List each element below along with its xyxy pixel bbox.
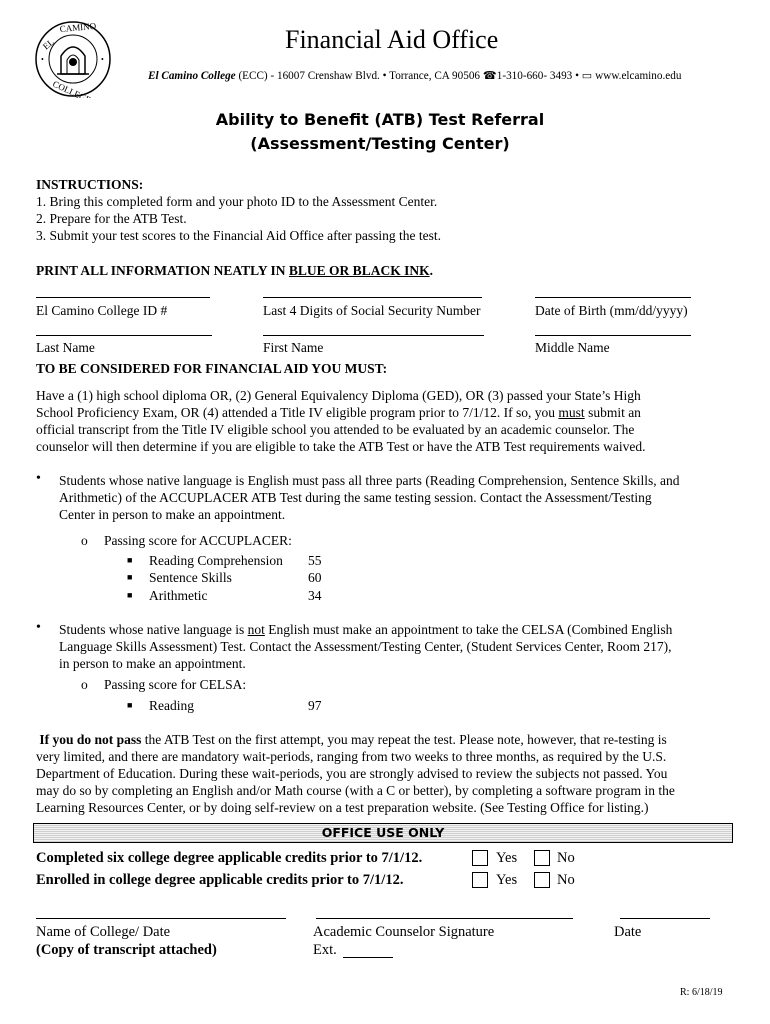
yes-label: Yes — [496, 850, 518, 866]
date-field[interactable] — [620, 918, 710, 919]
score-name: Reading — [149, 698, 194, 713]
retest-paragraph — [36, 731, 675, 816]
college-date-field[interactable] — [36, 918, 286, 919]
retest-line: If you do not pass the ATB Test on the first attempt, you may repeat the test. Please note, however, that re-testing is — [39, 732, 667, 747]
phone: 1-310-660- 3493 — [496, 70, 573, 82]
ssn-field[interactable] — [263, 297, 482, 298]
considered-line: Have a (1) high school diploma OR, (2) General Equivalency Diploma (GED), OR (3) passed your State’s High — [36, 388, 641, 403]
office-question-1: Completed six college degree applicable credits prior to 7/1/12. — [36, 850, 423, 866]
english-paragraph — [59, 472, 680, 523]
square-bullet-icon: ■ — [127, 572, 133, 582]
retest-line: may do so by completing an English and/or Math course (with a C or better), by completing a software program in the — [36, 783, 675, 798]
website[interactable]: www.elcamino.edu — [595, 70, 682, 82]
considered-line: official transcript from the Title IV eligible school you attended to be evaluated by an academic counselor. The — [36, 422, 635, 437]
celsa-heading: Passing score for CELSA: — [104, 677, 247, 692]
bullet-icon: • — [36, 620, 41, 635]
date-label: Date — [614, 924, 642, 940]
considered-heading: TO BE CONSIDERED FOR FINANCIAL AID YOU MUST: — [36, 361, 388, 376]
ext-label: Ext. — [313, 942, 337, 958]
college-seal-logo — [34, 20, 112, 98]
q2-no-checkbox[interactable] — [534, 872, 550, 888]
computer-icon: ▭ — [581, 70, 593, 82]
office-title: Financial Aid Office — [285, 25, 499, 54]
yes-label: Yes — [496, 872, 518, 888]
considered-line: School Proficiency Exam, OR (4) attended a Title IV eligible program prior to 7/1/12. If so, you must submit an — [36, 405, 641, 420]
q1-no-checkbox[interactable] — [534, 850, 550, 866]
office-question-2: Enrolled in college degree applicable credits prior to 7/1/12. — [36, 872, 404, 888]
ext-field[interactable] — [343, 957, 393, 958]
middle-name-label: Middle Name — [535, 340, 610, 355]
svg-text:COLLEGE: COLLEGE — [51, 78, 93, 98]
score-name: Sentence Skills — [149, 570, 232, 585]
considered-paragraph — [36, 387, 645, 455]
transcript-label: (Copy of transcript attached) — [36, 942, 217, 958]
phone-icon: ☎ — [482, 70, 497, 82]
counselor-signature-label: Academic Counselor Signature — [313, 924, 495, 940]
ssn-label: Last 4 Digits of Social Security Number — [263, 303, 481, 318]
score-value: 97 — [308, 698, 322, 713]
instructions — [36, 176, 441, 244]
form-title-line2: (Assessment/Testing Center) — [250, 134, 510, 153]
english-line: Students whose native language is English must pass all three parts (Reading Comprehension, Sentence Skills, and — [59, 473, 680, 488]
form-title-line1: Ability to Benefit (ATB) Test Referral — [215, 110, 545, 129]
bullet-icon: • — [36, 471, 41, 486]
college-date-label: Name of College/ Date — [36, 924, 171, 940]
square-bullet-icon: ■ — [127, 590, 133, 600]
address: (ECC) - 16007 Crenshaw Blvd. • Torrance, CA 90506 — [238, 70, 481, 82]
q1-yes-checkbox[interactable] — [472, 850, 488, 866]
english-line: Center in person to make an appointment. — [59, 507, 286, 522]
retest-line: very limited, and there are mandatory wait-periods, ranging from two weeks to three months, as required by the U.S. — [36, 749, 667, 764]
print-notice-text: PRINT ALL INFORMATION NEATLY IN — [36, 263, 289, 278]
instruction-item: 2. Prepare for the ATB Test. — [36, 211, 187, 226]
no-label: No — [557, 872, 575, 888]
q2-yes-checkbox[interactable] — [472, 872, 488, 888]
nonenglish-line: Language Skills Assessment) Test. Contact the Assessment/Testing Center, (Student Services Center, Room 217), — [59, 639, 672, 654]
svg-text:•: • — [101, 55, 104, 64]
score-value: 55 — [308, 553, 322, 568]
first-name-label: First Name — [263, 340, 324, 355]
circle-bullet-icon: o — [81, 677, 88, 692]
retest-line: Learning Resources Center, or by doing self-review on a test preparation website. (See Testing Office for listing.) — [36, 800, 649, 815]
square-bullet-icon: ■ — [127, 700, 133, 710]
score-name: Reading Comprehension — [149, 553, 283, 568]
english-line: Arithmetic) of the ACCUPLACER ATB Test during the same testing session. Contact the Assessment/Testing — [59, 490, 652, 505]
nonenglish-line: Students whose native language is not English must make an appointment to take the CELSA (Combined English — [59, 622, 673, 637]
accuplacer-heading: Passing score for ACCUPLACER: — [104, 533, 292, 548]
score-value: 34 — [308, 588, 322, 603]
office-use-heading: OFFICE USE ONLY — [321, 825, 445, 840]
id-field[interactable] — [36, 297, 210, 298]
retest-line: Department of Education. During these wait-periods, you are strongly advised to review the subjects not passed. You — [36, 766, 668, 781]
revision-date: R: 6/18/19 — [680, 987, 723, 998]
considered-line: counselor will then determine if you are eligible to take the ATB Test or have the ATB Test requirements waived. — [36, 439, 646, 454]
score-value: 60 — [308, 570, 322, 585]
print-notice-period: . — [429, 263, 433, 278]
nonenglish-paragraph — [59, 621, 672, 672]
id-label: El Camino College ID # — [36, 303, 168, 318]
print-notice-ink: BLUE OR BLACK INK — [288, 263, 430, 278]
middle-name-field[interactable] — [535, 335, 691, 336]
instruction-item: 1. Bring this completed form and your photo ID to the Assessment Center. — [36, 194, 438, 209]
contact-line: El Camino College (ECC) - 16007 Crenshaw Blvd. • Torrance, CA 90506 ☎1-310-660- 3493 • ▭ www.elcamino.edu — [148, 70, 682, 82]
svg-text:•: • — [41, 55, 44, 64]
square-bullet-icon: ■ — [127, 555, 133, 565]
svg-text:CAMINO: CAMINO — [59, 20, 97, 34]
counselor-signature-field[interactable] — [316, 918, 573, 919]
last-name-field[interactable] — [36, 335, 212, 336]
circle-bullet-icon: o — [81, 533, 88, 548]
dob-field[interactable] — [535, 297, 691, 298]
last-name-label: Last Name — [36, 340, 95, 355]
office-use-bar — [33, 823, 733, 843]
college-name: El Camino College — [148, 70, 236, 82]
instructions-heading: INSTRUCTIONS: — [36, 177, 144, 192]
form-title — [0, 108, 760, 156]
score-name: Arithmetic — [149, 588, 208, 603]
no-label: No — [557, 850, 575, 866]
instruction-item: 3. Submit your test scores to the Financial Aid Office after passing the test. — [36, 228, 442, 243]
first-name-field[interactable] — [263, 335, 484, 336]
print-notice — [36, 262, 433, 279]
dob-label: Date of Birth (mm/dd/yyyy) — [535, 303, 688, 318]
svg-text:EL: EL — [40, 36, 56, 52]
nonenglish-line: in person to make an appointment. — [59, 656, 246, 671]
